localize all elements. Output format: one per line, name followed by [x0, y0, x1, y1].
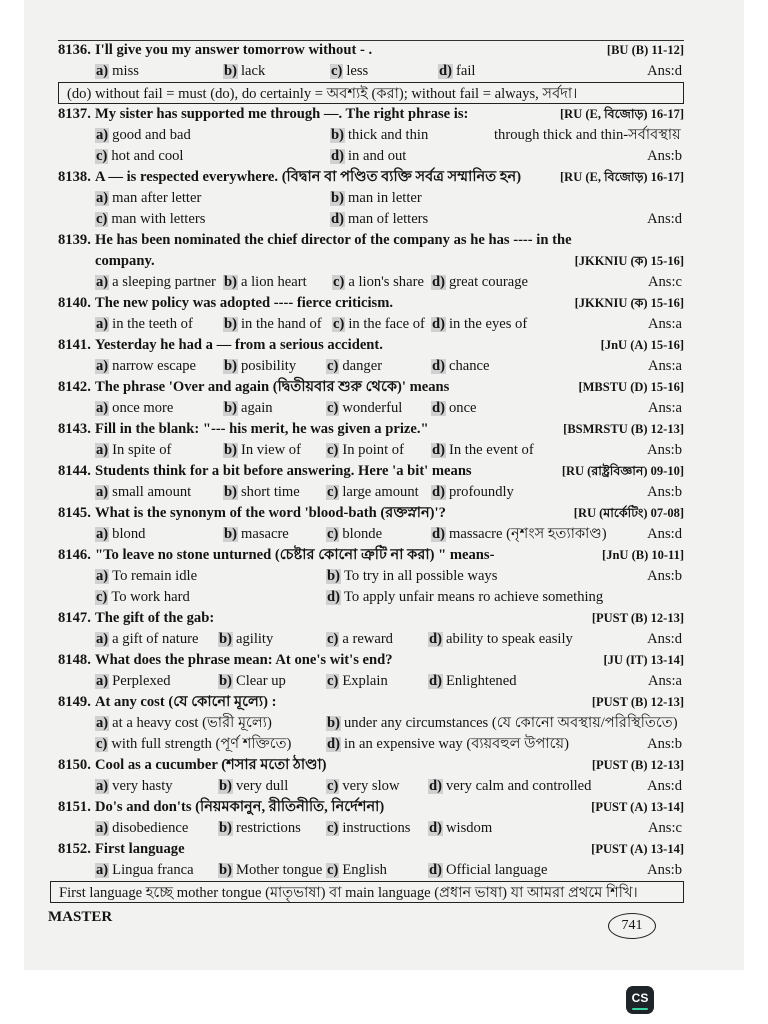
option-c: c) hot and cool — [96, 148, 184, 164]
option-b: b) lack — [224, 63, 266, 79]
option-a: a) once more — [96, 400, 174, 416]
question-text: He has been nominated the chief director of the company as he has ---- in the — [95, 232, 572, 248]
question-row — [58, 167, 684, 188]
option-row — [58, 860, 684, 881]
answer: Ans:d — [647, 778, 682, 794]
question-number: 8147. — [58, 610, 91, 626]
option-row — [58, 188, 684, 209]
answer: Ans:c — [647, 274, 682, 290]
option-b: b) man in letter — [331, 190, 422, 206]
option-row — [58, 61, 684, 82]
question-number: 8149. — [58, 694, 91, 710]
option-d: d) in and out — [331, 148, 407, 164]
question-number: 8150. — [58, 757, 91, 773]
question-number: 8138. — [58, 169, 91, 185]
question-number: 8143. — [58, 421, 91, 437]
question-row — [58, 104, 684, 125]
option-d: d) Official language — [429, 862, 548, 878]
option-a: a) Lingua franca — [96, 862, 194, 878]
option-a: a) very hasty — [96, 778, 173, 794]
option-a: a) in the teeth of — [96, 316, 193, 332]
option-d: d) Enlightened — [429, 673, 517, 689]
option-d: d) in an expensive way (ব্যয়বহুল উপায়ে) — [327, 736, 569, 752]
option-d: d) very calm and controlled — [429, 778, 592, 794]
option-c: c) To work hard — [96, 589, 190, 605]
question-row — [58, 40, 684, 61]
question-source: [PUST (B) 12-13] — [591, 695, 684, 709]
option-c: c) very slow — [327, 778, 400, 794]
question-source: [JKKNIU (ক) 15-16] — [574, 254, 684, 268]
question-number: 8152. — [58, 841, 91, 857]
option-d: d) To apply unfair means ro achieve something — [327, 589, 604, 605]
question-row — [58, 650, 684, 671]
question-text: My sister has supported me through —. The right phrase is: — [95, 106, 469, 122]
option-c: c) English — [327, 862, 387, 878]
answer: Ans:a — [647, 400, 682, 416]
option-row — [58, 629, 684, 650]
question-number: 8136. — [58, 42, 91, 58]
question-number: 8144. — [58, 463, 91, 479]
answer: Ans:a — [647, 673, 682, 689]
option-b: b) In view of — [224, 442, 301, 458]
question-source: [BU (B) 11-12] — [606, 43, 684, 57]
answer: Ans:b — [647, 484, 682, 500]
option-a: a) at a heavy cost (ভারী মূল্যে) — [96, 715, 272, 731]
option-row — [58, 398, 684, 419]
option-d: d) massacre (নৃশংস হত্যাকাণ্ড) — [432, 526, 607, 542]
answer: Ans:b — [647, 442, 682, 458]
question-source: [PUST (A) 13-14] — [591, 842, 684, 856]
option-b: b) agility — [219, 631, 274, 647]
explanation-box: First language হচ্ছে mother tongue (মাতৃভাষা) বা main language (প্রধান ভাষা) যা আমরা প্রথমে শিখি। — [50, 881, 684, 903]
option-row — [58, 587, 684, 608]
question-source: [PUST (A) 13-14] — [591, 800, 684, 814]
question-text-continued: company. — [95, 253, 155, 269]
option-b: b) again — [224, 400, 273, 416]
option-b: b) very dull — [219, 778, 289, 794]
question-row — [58, 797, 684, 818]
option-a: a) disobedience — [96, 820, 189, 836]
option-c: c) Explain — [327, 673, 388, 689]
option-d: d) In the event of — [432, 442, 534, 458]
question-row — [58, 377, 684, 398]
question-number: 8146. — [58, 547, 91, 563]
option-a: a) small amount — [96, 484, 192, 500]
option-a: a) a sleeping partner — [96, 274, 216, 290]
question-text: First language — [95, 841, 185, 857]
question-row — [58, 230, 684, 251]
option-b: b) posibility — [224, 358, 297, 374]
option-b: b) Mother tongue — [219, 862, 323, 878]
question-row — [58, 608, 684, 629]
option-row — [58, 482, 684, 503]
question-number: 8140. — [58, 295, 91, 311]
option-c: c) blonde — [327, 526, 383, 542]
question-source: [RU (E, বিজোড়) 16-17] — [560, 170, 684, 184]
answer: Ans:a — [647, 316, 682, 332]
option-d: d) man of letters — [331, 211, 429, 227]
option-a: a) Perplexed — [96, 673, 171, 689]
option-a: a) miss — [96, 63, 139, 79]
option-c: c) man with letters — [96, 211, 206, 227]
question-text: At any cost (যে কোনো মূল্যে) : — [95, 694, 277, 710]
option-c: c) wonderful — [327, 400, 403, 416]
question-text: Do's and don'ts (নিয়মকানুন, রীতিনীতি, নির্দেশনা) — [95, 799, 385, 815]
question-text: "To leave no stone unturned (চেষ্টার কোনো ত্রুটি না করা) " means- — [95, 547, 495, 563]
option-row — [58, 125, 684, 146]
option-row — [58, 272, 684, 293]
question-text: What does the phrase mean: At one's wit's end? — [95, 652, 393, 668]
option-c: c) a reward — [327, 631, 393, 647]
question-number: 8151. — [58, 799, 91, 815]
question-source: [RU (E, বিজোড়) 16-17] — [560, 107, 684, 121]
question-text: The phrase 'Over and again (দ্বিতীয়বার শুরু থেকে)' means — [95, 379, 450, 395]
answer: Ans:c — [647, 820, 682, 836]
explanation-box: (do) without fail = must (do), do certainly = অবশ্যই (করা); without fail = always, সর্বদা। — [58, 82, 684, 104]
option-d: d) profoundly — [432, 484, 514, 500]
question-source: [JnU (A) 15-16] — [600, 338, 684, 352]
answer: Ans:d — [647, 63, 682, 79]
option-d: d) great courage — [432, 274, 528, 290]
question-row-continued — [58, 251, 684, 272]
question-list — [58, 40, 684, 903]
question-text: Yesterday he had a — from a serious accident. — [95, 337, 383, 353]
question-number: 8148. — [58, 652, 91, 668]
option-row — [58, 524, 684, 545]
question-text: Students think for a bit before answering. Here 'a bit' means — [95, 463, 472, 479]
option-d: d) chance — [432, 358, 490, 374]
option-a: a) narrow escape — [96, 358, 197, 374]
option-row — [58, 776, 684, 797]
option-row — [58, 440, 684, 461]
question-text: Cool as a cucumber (শসার মতো ঠাণ্ডা) — [95, 757, 327, 773]
question-source: [JnU (B) 10-11] — [602, 548, 684, 562]
option-a: a) man after letter — [96, 190, 202, 206]
option-b: b) thick and thin — [331, 127, 429, 143]
question-row — [58, 692, 684, 713]
option-a: a) In spite of — [96, 442, 172, 458]
question-row — [58, 461, 684, 482]
question-row — [58, 755, 684, 776]
question-text: The gift of the gab: — [95, 610, 215, 626]
answer: Ans:d — [647, 526, 682, 542]
question-number: 8139. — [58, 232, 91, 248]
answer: Ans:d — [647, 631, 682, 647]
option-row — [58, 314, 684, 335]
option-row — [58, 734, 684, 755]
question-source: [PUST (B) 12-13] — [591, 758, 684, 772]
answer: Ans:b — [647, 148, 682, 164]
question-text: Fill in the blank: "--- his merit, he was given a prize." — [95, 421, 429, 437]
option-row — [58, 146, 684, 167]
answer: Ans:a — [647, 358, 682, 374]
page-number: 741 — [608, 913, 656, 939]
question-source: [JKKNIU (ক) 15-16] — [574, 296, 684, 310]
option-row — [58, 566, 684, 587]
option-c: c) a lion's share — [333, 274, 424, 290]
option-row — [58, 713, 684, 734]
answer: Ans:d — [647, 211, 682, 227]
question-text: A — is respected everywhere. (বিদ্বান বা পণ্ডিত ব্যক্তি সর্বত্র সম্মানিত হন) — [95, 169, 522, 185]
question-source: [PUST (B) 12-13] — [591, 611, 684, 625]
option-c: c) large amount — [327, 484, 419, 500]
option-a: a) To remain idle — [96, 568, 198, 584]
phrase-note: through thick and thin-সর্বাবস্থায় — [494, 127, 681, 143]
option-a: a) a gift of nature — [96, 631, 199, 647]
question-number: 8137. — [58, 106, 91, 122]
question-source: [RU (মার্কেটিং) 07-08] — [573, 506, 684, 520]
question-row — [58, 503, 684, 524]
question-number: 8141. — [58, 337, 91, 353]
option-c: c) less — [331, 63, 369, 79]
option-d: d) in the eyes of — [432, 316, 528, 332]
question-text: The new policy was adopted ---- fierce criticism. — [95, 295, 394, 311]
option-a: a) good and bad — [96, 127, 191, 143]
option-a: a) blond — [96, 526, 146, 542]
question-row — [58, 293, 684, 314]
option-c: c) danger — [327, 358, 383, 374]
option-c: c) In point of — [327, 442, 404, 458]
question-source: [MBSTU (D) 15-16] — [578, 380, 684, 394]
option-c: c) with full strength (পূর্ণ শক্তিতে) — [96, 736, 292, 752]
page-footer — [48, 909, 668, 939]
footer-brand: MASTER — [48, 909, 113, 925]
option-row — [58, 671, 684, 692]
question-number: 8145. — [58, 505, 91, 521]
option-d: d) ability to speak easily — [429, 631, 573, 647]
question-text: I'll give you my answer tomorrow without - . — [95, 42, 373, 58]
option-b: b) a lion heart — [224, 274, 307, 290]
question-source: [BSMRSTU (B) 12-13] — [563, 422, 684, 436]
option-row — [58, 818, 684, 839]
option-b: b) Clear up — [219, 673, 286, 689]
answer: Ans:b — [647, 862, 682, 878]
option-d: d) wisdom — [429, 820, 493, 836]
question-row — [58, 545, 684, 566]
option-row — [58, 356, 684, 377]
answer: Ans:b — [647, 568, 682, 584]
question-source: [JU (IT) 13-14] — [603, 653, 684, 667]
option-c: c) in the face of — [333, 316, 425, 332]
option-b: b) in the hand of — [224, 316, 322, 332]
option-b: b) restrictions — [219, 820, 301, 836]
question-number: 8142. — [58, 379, 91, 395]
option-c: c) instructions — [327, 820, 411, 836]
question-row — [58, 335, 684, 356]
question-text: What is the synonym of the word 'blood-bath (রক্তস্নান)'? — [95, 505, 446, 521]
option-row — [58, 209, 684, 230]
option-b: b) under any circumstances (যে কোনো অবস্থায়/পরিস্থিতিতে) — [327, 715, 678, 731]
question-source: [RU (রাষ্ট্রবিজ্ঞান) 09-10] — [561, 464, 684, 478]
question-row — [58, 419, 684, 440]
question-row — [58, 839, 684, 860]
answer: Ans:b — [647, 736, 682, 752]
option-d: d) once — [432, 400, 477, 416]
option-b: b) To try in all possible ways — [327, 568, 498, 584]
option-b: b) short time — [224, 484, 300, 500]
option-b: b) masacre — [224, 526, 289, 542]
camscanner-logo-icon: CS — [626, 986, 654, 1014]
option-d: d) fail — [439, 63, 476, 79]
